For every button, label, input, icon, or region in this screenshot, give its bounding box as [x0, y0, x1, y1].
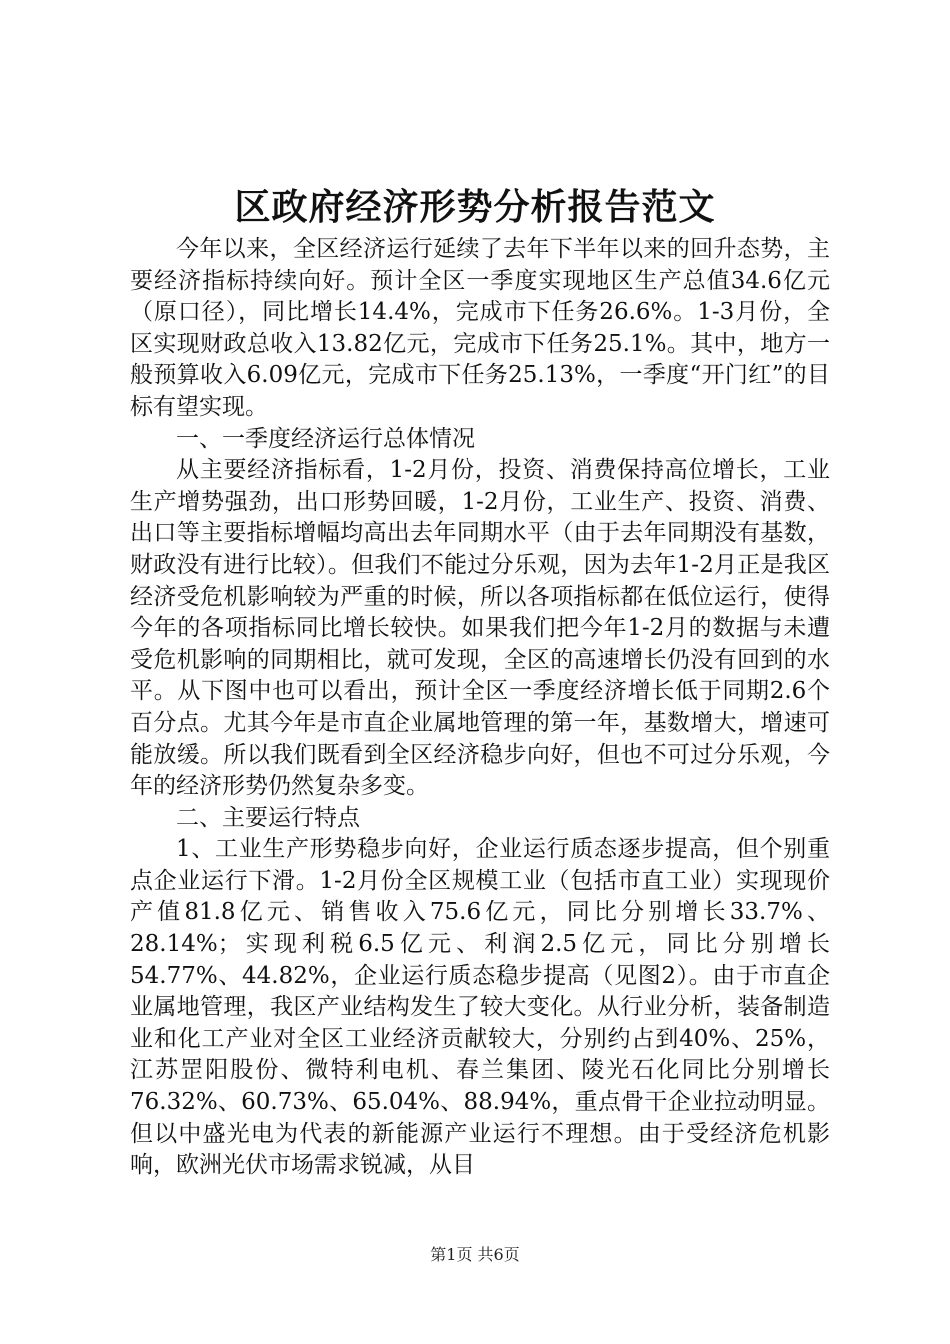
document-body: [130, 234, 830, 1182]
paragraph-intro: 今年以来，全区经济运行延续了去年下半年以来的回升态势，主要经济指标持续向好。预计全区一季度实现地区生产总值34.6亿元（原口径），同比增长14.4%，完成市下任务26.6%。1-3月份，全区实现财政总收入13.82亿元，完成市下任务25.1%。其中，地方一般预算收入6.09亿元，完成市下任务25.13%，一季度“开门红”的目标有望实现。: [130, 236, 830, 420]
section-heading-2: 二、主要运行特点: [176, 804, 360, 831]
paragraph-industry: 1、工业生产形势稳步向好，企业运行质态逐步提高，但个别重点企业运行下滑。1-2月份全区规模工业（包括市直工业）实现现价产值81.8亿元、销售收入75.6亿元，同比分别增长33.7%、28.14%；实现利税6.5亿元、利润2.5亿元，同比分别增长54.77%、44.82%，企业运行质态稳步提高（见图2）。由于市直企业属地管理，我区产业结构发生了较大变化。从行业分析，装备制造业和化工产业对全区工业经济贡献较大，分别约占到40%、25%，江苏罡阳股份、微特利电机、春兰集团、陵光石化同比分别增长76.32%、60.73%、65.04%、88.94%，重点骨干企业拉动明显。但以中盛光电为代表的新能源产业运行不理想。由于受经济危机影响，欧洲光伏市场需求锐减，从目: [130, 836, 830, 1179]
section-heading-1: 一、一季度经济运行总体情况: [176, 425, 475, 452]
page-footer: 第1页 共6页: [430, 1245, 520, 1264]
document-title: 区政府经济形势分析报告范文: [234, 187, 716, 228]
paragraph-overview: 从主要经济指标看，1-2月份，投资、消费保持高位增长，工业生产增势强劲，出口形势回暖，1-2月份，工业生产、投资、消费、出口等主要指标增幅均高出去年同期水平（由于去年同期没有基数，财政没有进行比较）。但我们不能过分乐观，因为去年1-2月正是我区经济受危机影响较为严重的时候，所以各项指标都在低位运行，使得今年的各项指标同比增长较快。如果我们把今年1-2月的数据与未遭受危机影响的同期相比，就可发现，全区的高速增长仍没有回到的水平。从下图中也可以看出，预计全区一季度经济增长低于同期2.6个百分点。尤其今年是市直企业属地管理的第一年，基数增大，增速可能放缓。所以我们既看到全区经济稳步向好，但也不可过分乐观，今年的经济形势仍然复杂多变。: [130, 457, 830, 800]
